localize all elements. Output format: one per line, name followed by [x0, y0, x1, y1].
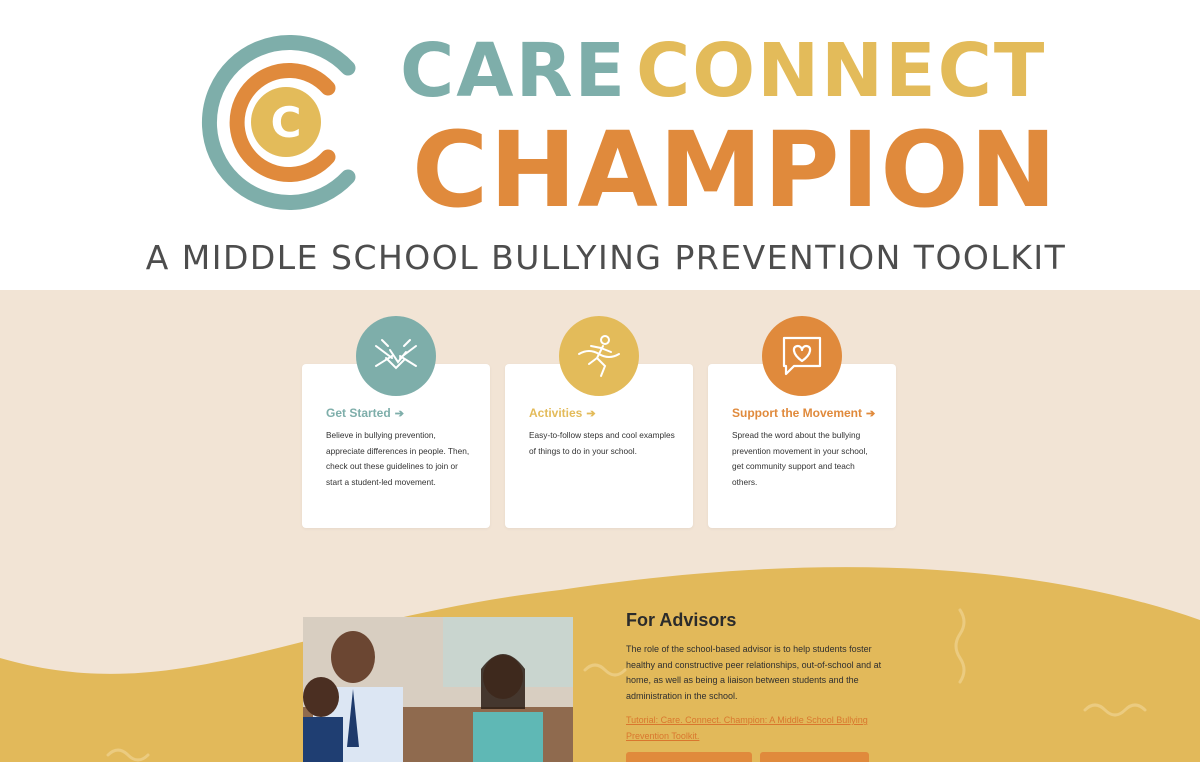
card-text: Easy-to-follow steps and cool examples of things to do in your school.	[529, 430, 675, 456]
site-header	[0, 0, 1200, 290]
arrow-right-icon: ➔	[586, 407, 596, 420]
advisors-button-primary[interactable]	[626, 752, 752, 762]
logo-word-champion: CHAMPION	[412, 109, 1058, 231]
advisors-button-secondary[interactable]	[760, 752, 869, 762]
arrow-right-icon: ➔	[866, 407, 876, 420]
card-text: Spread the word about the bullying prevention movement in your school, get community support and teach others.	[732, 430, 868, 487]
card-title-activities[interactable]: Activities ➔	[529, 406, 596, 420]
runner-finish-line-icon	[559, 316, 639, 396]
advisors-tutorial-link[interactable]: Tutorial: Care. Connect. Champion: A Middle School Bullying Prevention Toolkit.	[626, 715, 868, 741]
logo-word-care: CARE	[400, 28, 628, 114]
card-activities[interactable]	[505, 364, 693, 528]
arrow-right-icon: ➔	[394, 407, 404, 420]
card-get-started[interactable]	[302, 364, 490, 528]
care-connect-champion-logo-icon[interactable]	[188, 30, 363, 215]
advisor-photo	[303, 617, 573, 762]
card-title-get-started[interactable]: Get Started ➔	[326, 406, 404, 420]
page-tagline: A MIDDLE SCHOOL BULLYING PREVENTION TOOLKIT	[145, 238, 1067, 277]
main-section	[0, 290, 1200, 762]
card-text: Believe in bullying prevention, appreciate differences in people. Then, check out these guidelines to join or start a student-led movement.	[326, 430, 470, 487]
hands-together-icon	[356, 316, 436, 396]
card-support-movement[interactable]	[708, 364, 896, 528]
logo-word-connect: CONNECT	[636, 28, 1047, 114]
card-title-support-movement[interactable]: Support the Movement ➔	[732, 406, 876, 420]
logo-letter: C	[270, 98, 302, 147]
advisors-heading: For Advisors	[626, 610, 737, 630]
advisors-description: The role of the school-based advisor is to help students foster healthy and constructive peer relationships, out-of-school and at home, as well as being a liaison between students and the administration in the school.	[626, 644, 882, 701]
heart-speech-bubble-icon	[762, 316, 842, 396]
